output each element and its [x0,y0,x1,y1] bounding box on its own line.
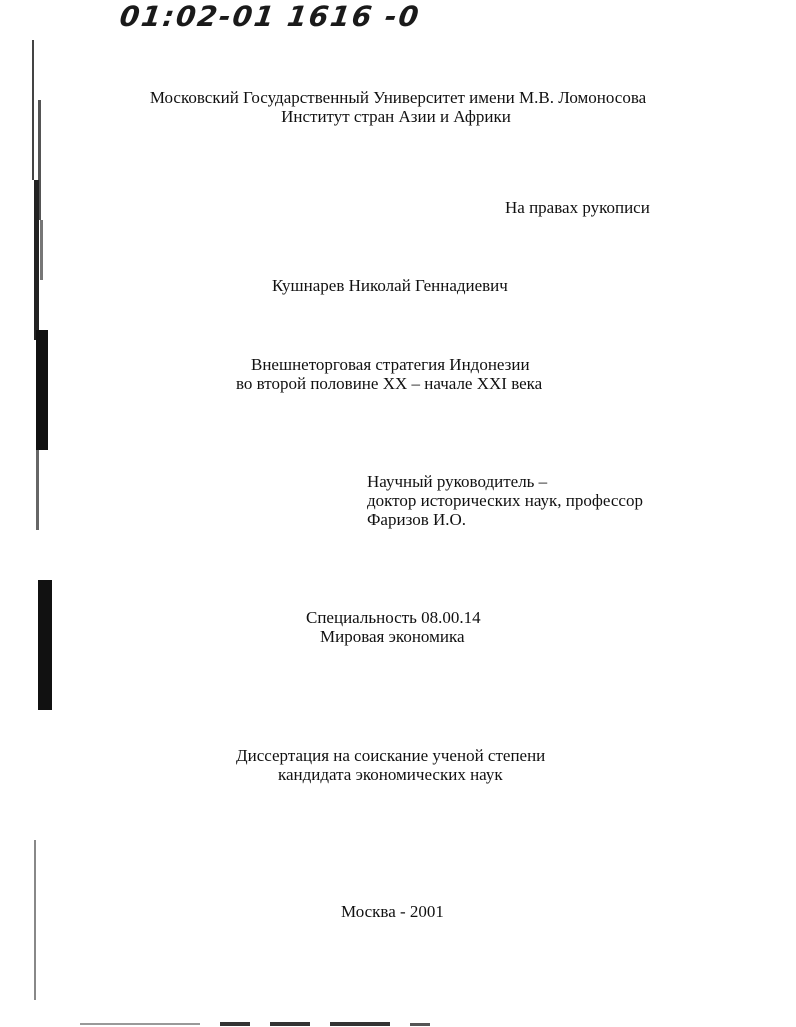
handwritten-catalog-number: 01:02-01 1616 -0 [117,0,423,33]
supervisor-degree: доктор исторических наук, профессор [367,491,643,510]
dissertation-line-2: кандидата экономических наук [278,765,503,784]
dissertation-line-1: Диссертация на соискание ученой степени [236,746,546,765]
thesis-title-line-1: Внешнеторговая стратегия Индонезии [251,355,530,374]
thesis-title-line-2: во второй половине XX – начале XXI века [236,374,543,393]
manuscript-rights-note: На правах рукописи [505,198,650,217]
scan-edge-artifact [30,40,70,1000]
place-and-year: Москва - 2001 [341,902,444,921]
supervisor-label: Научный руководитель – [367,472,548,491]
specialty-code: Специальность 08.00.14 [306,608,481,627]
supervisor-name: Фаризов И.О. [367,510,467,529]
author-name: Кушнарев Николай Геннадиевич [272,276,508,295]
university-name: Московский Государственный Университет имени М.В. Ломоносова [149,88,647,107]
bottom-scan-noise [80,1021,460,1027]
institute-name: Институт стран Азии и Африки [281,107,511,126]
specialty-name: Мировая экономика [320,627,465,646]
